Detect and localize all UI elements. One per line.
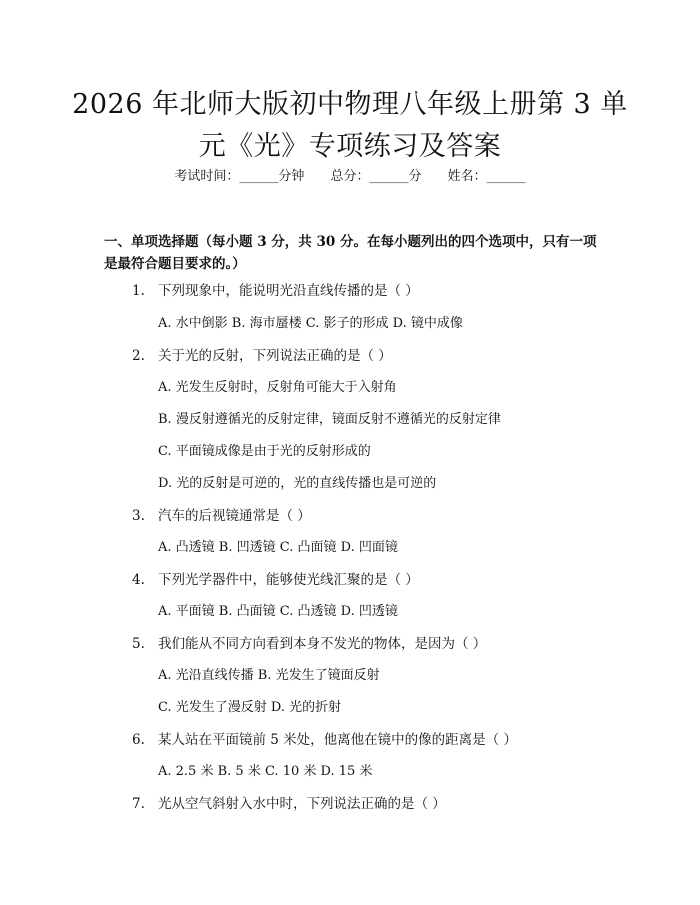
question-5-options-ab: A. 光沿直线传播 B. 光发生了镜面反射 xyxy=(158,668,380,683)
question-number: 2. xyxy=(132,348,145,364)
section-heading-line-1: 一、单项选择题（每小题 3 分，共 30 分。在每小题列出的四个选项中，只有一项 xyxy=(104,234,597,250)
question-7 xyxy=(132,794,446,814)
question-1-options: A. 水中倒影 B. 海市蜃楼 C. 影子的形成 D. 镜中成像 xyxy=(158,316,463,331)
question-4 xyxy=(132,570,419,590)
question-2-option-d: D. 光的反射是可逆的，光的直线传播也是可逆的 xyxy=(158,476,437,491)
section-heading-line-2: 是最符合题目要求的。） xyxy=(104,256,246,272)
question-2 xyxy=(132,346,392,366)
question-number: 4. xyxy=(132,572,145,588)
question-number: 5. xyxy=(132,636,145,652)
question-text: 汽车的后视镜通常是（ ） xyxy=(158,508,311,524)
question-text: 下列光学器件中，能够使光线汇聚的是（ ） xyxy=(158,572,419,588)
student-name-field: 姓名：______ xyxy=(447,169,526,184)
question-text: 下列现象中，能说明光沿直线传播的是（ ） xyxy=(158,283,419,299)
question-number: 7. xyxy=(132,796,145,812)
question-6 xyxy=(132,730,517,750)
question-3 xyxy=(132,506,311,526)
question-text: 我们能从不同方向看到本身不发光的物体，是因为（ ） xyxy=(158,636,487,652)
section-heading xyxy=(104,231,604,275)
question-5 xyxy=(132,634,486,654)
document-title xyxy=(40,84,660,168)
question-text: 光从空气斜射入水中时，下列说法正确的是（ ） xyxy=(158,796,446,812)
question-3-options: A. 凸透镜 B. 凹透镜 C. 凸面镜 D. 凹面镜 xyxy=(158,540,398,555)
question-text: 某人站在平面镜前 5 米处，他离他在镜中的像的距离是（ ） xyxy=(158,732,517,748)
question-4-options: A. 平面镜 B. 凸面镜 C. 凸透镜 D. 凹透镜 xyxy=(158,604,398,619)
exam-info xyxy=(0,167,700,187)
question-2-option-b: B. 漫反射遵循光的反射定律，镜面反射不遵循光的反射定律 xyxy=(158,412,501,427)
question-number: 6. xyxy=(132,732,145,748)
total-score-field: 总分：______分 xyxy=(330,169,422,184)
question-2-option-a: A. 光发生反射时，反射角可能大于入射角 xyxy=(158,380,397,395)
question-6-options: A. 2.5 米 B. 5 米 C. 10 米 D. 15 米 xyxy=(158,764,373,779)
question-number: 3. xyxy=(132,508,145,524)
exam-time-field: 考试时间：______分钟 xyxy=(174,169,305,184)
question-number: 1. xyxy=(132,283,145,299)
title-line-2: 元《光》专项练习及答案 xyxy=(198,131,502,162)
question-text: 关于光的反射，下列说法正确的是（ ） xyxy=(158,348,392,364)
question-5-options-cd: C. 光发生了漫反射 D. 光的折射 xyxy=(158,700,342,715)
title-line-1: 2026 年北师大版初中物理八年级上册第 3 单 xyxy=(72,89,628,120)
question-2-option-c: C. 平面镜成像是由于光的反射形成的 xyxy=(158,444,371,459)
question-1 xyxy=(132,281,419,301)
